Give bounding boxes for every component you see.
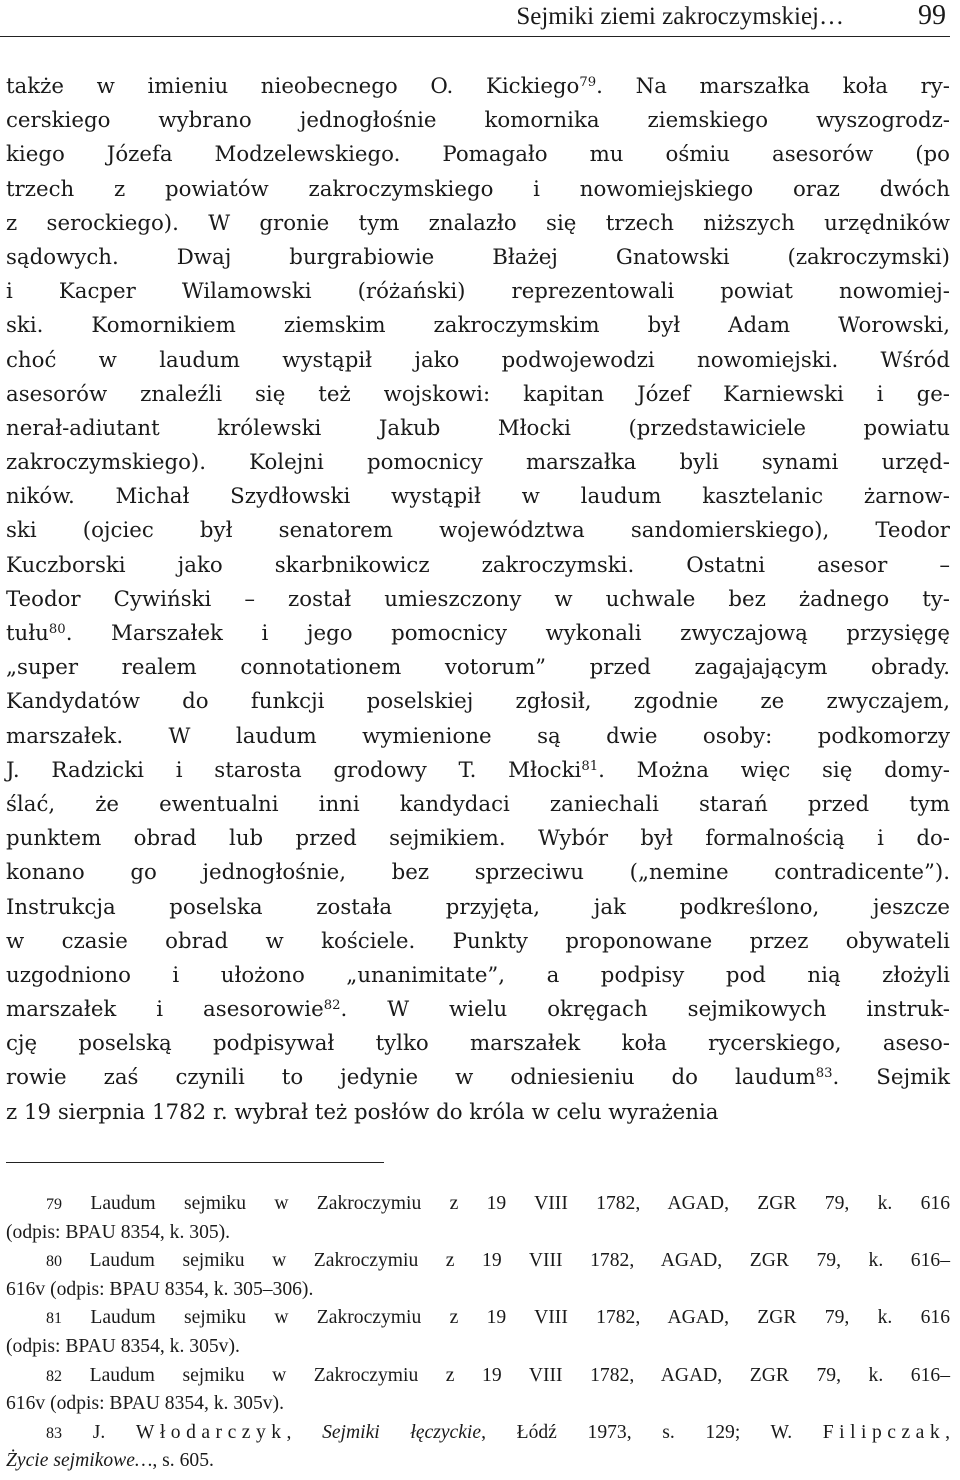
text-line [6, 1096, 950, 1130]
text-line [6, 720, 950, 754]
text-run: punktem obrad lub przed sejmikiem. Wybór był formalnością i do- [6, 826, 950, 852]
text-run: . W wielu okręgach sejmikowych instruk- [340, 997, 951, 1023]
footnote-number: 79 [46, 1196, 63, 1213]
footnote-line [6, 1190, 950, 1219]
text-run: ników. Michał Szydłowski wystąpił w laudum kasztelanic żarnow- [6, 484, 950, 510]
text-run: uzgodniono i ułożono „unanimitate”, a podpisy pod nią złożyli [6, 962, 950, 988]
text-run: ślać, że ewentualni inni kandydaci zaniechali starań przed tym [6, 791, 950, 817]
text-run: Laudum sejmiku w Zakroczymiu z 19 VIII 1782, AGAD, ZGR 79, k. 616– [62, 1364, 950, 1386]
text-run: Filipczak [822, 1421, 946, 1443]
text-line [6, 70, 950, 104]
footnote-reference: 82 [323, 997, 341, 1013]
footnotes [6, 1190, 950, 1476]
text-run: Życie sejmikowe… [6, 1450, 153, 1472]
text-run: w czasie obrad w kościele. Punkty proponowane przez obywateli [6, 928, 950, 954]
text-run: Laudum sejmiku w Zakroczymiu z 19 VIII 1782, AGAD, ZGR 79, k. 616 [62, 1307, 950, 1329]
text-run: Kuczborski jako skarbnikowicz zakroczymski. Ostatni asesor – [6, 552, 950, 578]
text-run: J. [62, 1421, 136, 1443]
text-run: , [286, 1421, 323, 1443]
page-header [0, 0, 950, 37]
text-run: z serockiego). W gronie tym znalazło się trzech niższych urzędników [6, 210, 950, 236]
text-run: Włodarczyk [135, 1421, 287, 1443]
text-run: nerał-adiutant królewski Jakub Młocki (przedstawiciele powiatu [6, 415, 950, 441]
text-line [6, 412, 950, 446]
text-line [6, 1027, 950, 1061]
text-run: cerskiego wybrano jednogłośnie komornika ziemskiego wyszogrodz- [6, 108, 950, 134]
footnote-number: 80 [46, 1253, 63, 1271]
text-run: Instrukcja poselska została przyjęta, jak podkreślono, jeszcze [6, 894, 950, 920]
footnote-line [6, 1247, 950, 1276]
text-line [6, 685, 950, 719]
text-line [6, 993, 950, 1027]
text-line [6, 378, 950, 412]
footnote-number: 82 [46, 1367, 63, 1385]
footnote-reference: 81 [581, 758, 599, 774]
footnote-reference: 80 [48, 621, 66, 637]
text-line [6, 446, 950, 480]
text-run: z 19 sierpnia 1782 r. wybrał też posłów do króla w celu wyrażenia [6, 1099, 719, 1125]
text-line [6, 138, 950, 172]
text-line [6, 241, 950, 275]
text-line [6, 549, 950, 583]
footnote-divider [6, 1162, 384, 1163]
text-run: , Łódź 1973, s. 129; W. [481, 1421, 823, 1443]
text-line [6, 617, 950, 651]
text-run: Laudum sejmiku w Zakroczymiu z 19 VIII 1782, AGAD, ZGR 79, k. 616– [62, 1250, 950, 1272]
text-run: rowie zaś czynili to jedynie w odniesieniu do laudum [6, 1065, 816, 1091]
text-line [6, 822, 950, 856]
footnote-line [6, 1333, 950, 1362]
text-run: 616v (odpis: BPAU 8354, k. 305v). [6, 1393, 284, 1415]
text-line [6, 173, 950, 207]
text-run: także w imieniu nieobecnego O. Kickiego [6, 74, 580, 99]
text-run: marszałek i asesorowie [6, 997, 324, 1023]
text-line [6, 480, 950, 514]
text-run: choć w laudum wystąpił jako podwojewodzi nowomiejski. Wśród [6, 347, 950, 373]
text-run: Kandydatów do funkcji poselskiej zgłosił, zgodnie ze zwyczajem, [6, 689, 950, 715]
footnote-line [6, 1304, 950, 1333]
footnote-reference: 79 [579, 74, 597, 90]
text-run: , s. 605. [152, 1450, 214, 1472]
text-run: cję poselską podpisywał tylko marszałek koła rycerskiego, aseso- [6, 1031, 950, 1057]
footnote-line [6, 1219, 950, 1248]
text-run: , [945, 1421, 951, 1443]
footnote-reference: 83 [815, 1066, 833, 1082]
text-run: Laudum sejmiku w Zakroczymiu z 19 VIII 1782, AGAD, ZGR 79, k. 616 [62, 1193, 950, 1214]
text-run: tułu [6, 621, 49, 646]
text-line [6, 754, 950, 788]
text-line [6, 651, 950, 685]
main-text [6, 70, 950, 1130]
text-line [6, 344, 950, 378]
footnote-number: 83 [46, 1424, 63, 1442]
text-line [6, 925, 950, 959]
text-run: konano go jednogłośnie, bez sprzeciwu („nemine contradicente”). [6, 860, 950, 886]
text-run: . Sejmik [832, 1065, 950, 1091]
text-line [6, 309, 950, 343]
text-line [6, 275, 950, 309]
text-run: (odpis: BPAU 8354, k. 305v). [6, 1335, 240, 1357]
text-line [6, 207, 950, 241]
footnote-number: 81 [46, 1310, 63, 1328]
text-line [6, 959, 950, 993]
text-run: . Marszałek i jego pomocnicy wykonali zwyczajową przysięgę [65, 621, 950, 646]
text-run: ski. Komornikiem ziemskim zakroczymskim był Adam Worowski, [6, 313, 950, 339]
text-run: kiego Józefa Modzelewskiego. Pomagało mu ośmiu asesorów (po [6, 142, 950, 168]
text-line [6, 583, 950, 617]
text-run: i Kacper Wilamowski (różański) reprezentowali powiat nowomiej- [6, 279, 950, 305]
text-run: asesorów znaleźli się też wojskowi: kapitan Józef Karniewski i ge- [6, 381, 950, 407]
footnote-line [6, 1419, 950, 1448]
text-run: J. Radzicki i starosta grodowy T. Młocki [6, 757, 582, 783]
footnote-line [6, 1390, 950, 1419]
footnote-line [6, 1276, 950, 1305]
text-line [6, 514, 950, 548]
footnote-line [6, 1362, 950, 1391]
text-run: marszałek. W laudum wymienione są dwie osoby: podkomorzy [6, 723, 950, 749]
text-run: trzech z powiatów zakroczymskiego i nowomiejskiego oraz dwóch [6, 176, 950, 202]
text-line [6, 891, 950, 925]
text-line [6, 856, 950, 890]
text-line [6, 104, 950, 138]
text-run: Sejmiki łęczyckie [322, 1421, 482, 1443]
text-run: . Można więc się domy- [598, 757, 950, 783]
footnote-line [6, 1447, 950, 1476]
text-run: (odpis: BPAU 8354, k. 305). [6, 1221, 231, 1243]
text-run: . Na marszałka koła ry- [596, 74, 951, 99]
page-number: 99 [918, 0, 946, 31]
text-run: zakroczymskiego). Kolejni pomocnicy marszałka byli synami urzęd- [6, 450, 950, 476]
text-line [6, 1061, 950, 1095]
text-run: Teodor Cywiński – został umieszczony w uchwale bez żadnego ty- [6, 586, 950, 612]
text-run: ski (ojciec był senatorem województwa sandomierskiego), Teodor [6, 518, 950, 544]
text-run: 616v (odpis: BPAU 8354, k. 305–306). [6, 1278, 314, 1300]
text-run: „super realem connotationem votorum” przed zagajającym obrady. [6, 655, 950, 681]
text-line [6, 788, 950, 822]
text-run: sądowych. Dwaj burgrabiowie Błażej Gnatowski (zakroczymski) [6, 244, 950, 270]
running-title: Sejmiki ziemi zakroczymskiej… [516, 3, 844, 30]
